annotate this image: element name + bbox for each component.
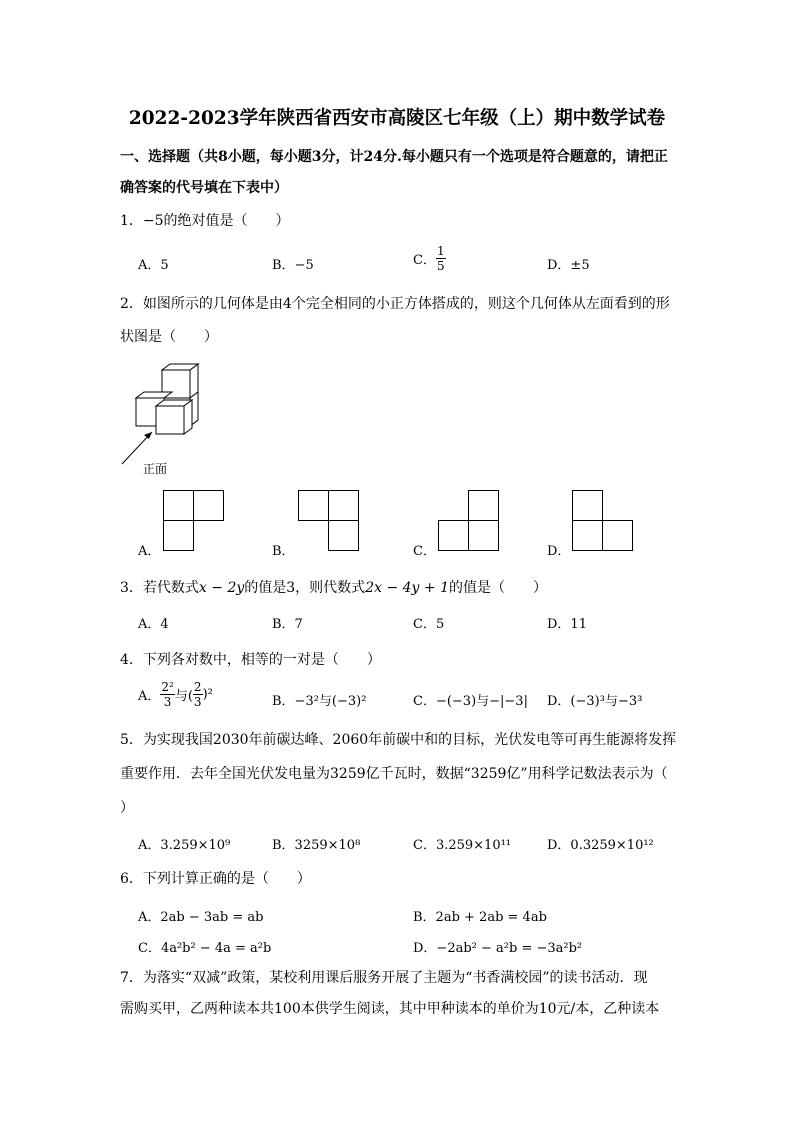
q2-option-b-shape: [298, 490, 360, 552]
section-heading-line2: 确答案的代号填在下表中）: [120, 180, 288, 196]
q1-c-denominator: 5: [436, 259, 445, 273]
q2-option-a-label: A．: [138, 544, 161, 559]
q1-option-d: D．±5: [547, 258, 590, 273]
section-heading-line1: 一、选择题（共8小题，每小题3分，计24分.每小题只有一个选项是符合题意的，请把正: [120, 149, 668, 165]
q6-option-a: A．2ab − 3ab = ab: [138, 910, 264, 925]
q3-option-d: D．11: [547, 617, 587, 632]
q2-option-d-label: D．: [547, 544, 571, 559]
q5-option-c: C．3.259×10¹¹: [413, 838, 512, 853]
q1-option-c: C． $\frac{1}{5}$: [413, 244, 445, 273]
q6-option-b: B．2ab + 2ab = 4ab: [413, 910, 547, 925]
q5-option-b: B．3259×10⁸: [272, 838, 361, 853]
front-view-label: 正面: [143, 462, 168, 476]
q2-option-a-shape: [163, 490, 225, 552]
q2-option-c-label: C．: [413, 544, 436, 559]
q5-stem-line3: ）: [120, 800, 134, 816]
q5-option-a: A．3.259×10⁹: [138, 838, 231, 853]
q2-option-b-label: B．: [272, 544, 295, 559]
q6-option-c: C．4a²b² − 4a = a²b: [138, 941, 272, 956]
q2-stem-line1: 2．如图所示的几何体是由4个完全相同的小正方体搭成的，则这个几何体从左面看到的形: [120, 296, 670, 312]
q5-stem-line1: 5．为实现我国2030年前碳达峰、2060年前碳中和的目标，光伏发电等可再生能源将发挥: [120, 732, 677, 748]
q3-expr1: x − 2y: [198, 580, 245, 596]
q4-option-a: A． $\frac{\text{2²}}{3}$ 与( $\frac{2}{3}$ )²: [138, 680, 213, 709]
q3-expr2: 2x − 4y + 1: [365, 580, 449, 596]
q7-stem-line2: 需购买甲，乙两种读本共100本供学生阅读，其中甲种读本的单价为10元/本，乙种读本: [120, 1001, 660, 1017]
q3-stem: 3．若代数式x − 2y的值是3，则代数式2x − 4y + 1的值是（ ）: [120, 580, 547, 596]
q2-stem-line2: 状图是（ ）: [120, 329, 218, 345]
q4-option-d: D．(−3)³与−3³: [547, 694, 643, 709]
q6-stem: 6．下列计算正确的是（ ）: [120, 871, 311, 887]
cube-stack-figure: [110, 358, 210, 468]
q2-option-d-shape: [572, 490, 634, 552]
q2-option-c-shape: [438, 490, 500, 552]
q1-option-a: A．5: [138, 258, 169, 273]
q6-option-d: D．−2ab² − a²b = −3a²b²: [413, 941, 583, 956]
page-title: 2022-2023学年陕西省西安市高陵区七年级（上）期中数学试卷: [128, 108, 666, 129]
q5-stem-line2: 重要作用．去年全国光伏发电量为3259亿千瓦时，数据“3259亿”用科学记数法表示为（: [120, 766, 668, 782]
q4-option-b: B．−3²与(−3)²: [272, 694, 367, 709]
q5-option-d: D．0.3259×10¹²: [547, 838, 654, 853]
q3-option-a: A．4: [138, 617, 169, 632]
q7-stem-line1: 7．为落实“双减”政策，某校利用课后服务开展了主题为“书香满校园”的读书活动．现: [120, 970, 648, 986]
q4-stem: 4．下列各对数中，相等的一对是（ ）: [120, 652, 381, 668]
q3-option-c: C．5: [413, 617, 445, 632]
q1-option-b: B．−5: [272, 258, 314, 273]
q1-stem: 1．−5的绝对值是（ ）: [120, 213, 290, 229]
q3-option-b: B．7: [272, 617, 303, 632]
q4-option-c: C．−(−3)与−|−3|: [413, 694, 528, 709]
q1-c-numerator: 1: [436, 244, 445, 258]
